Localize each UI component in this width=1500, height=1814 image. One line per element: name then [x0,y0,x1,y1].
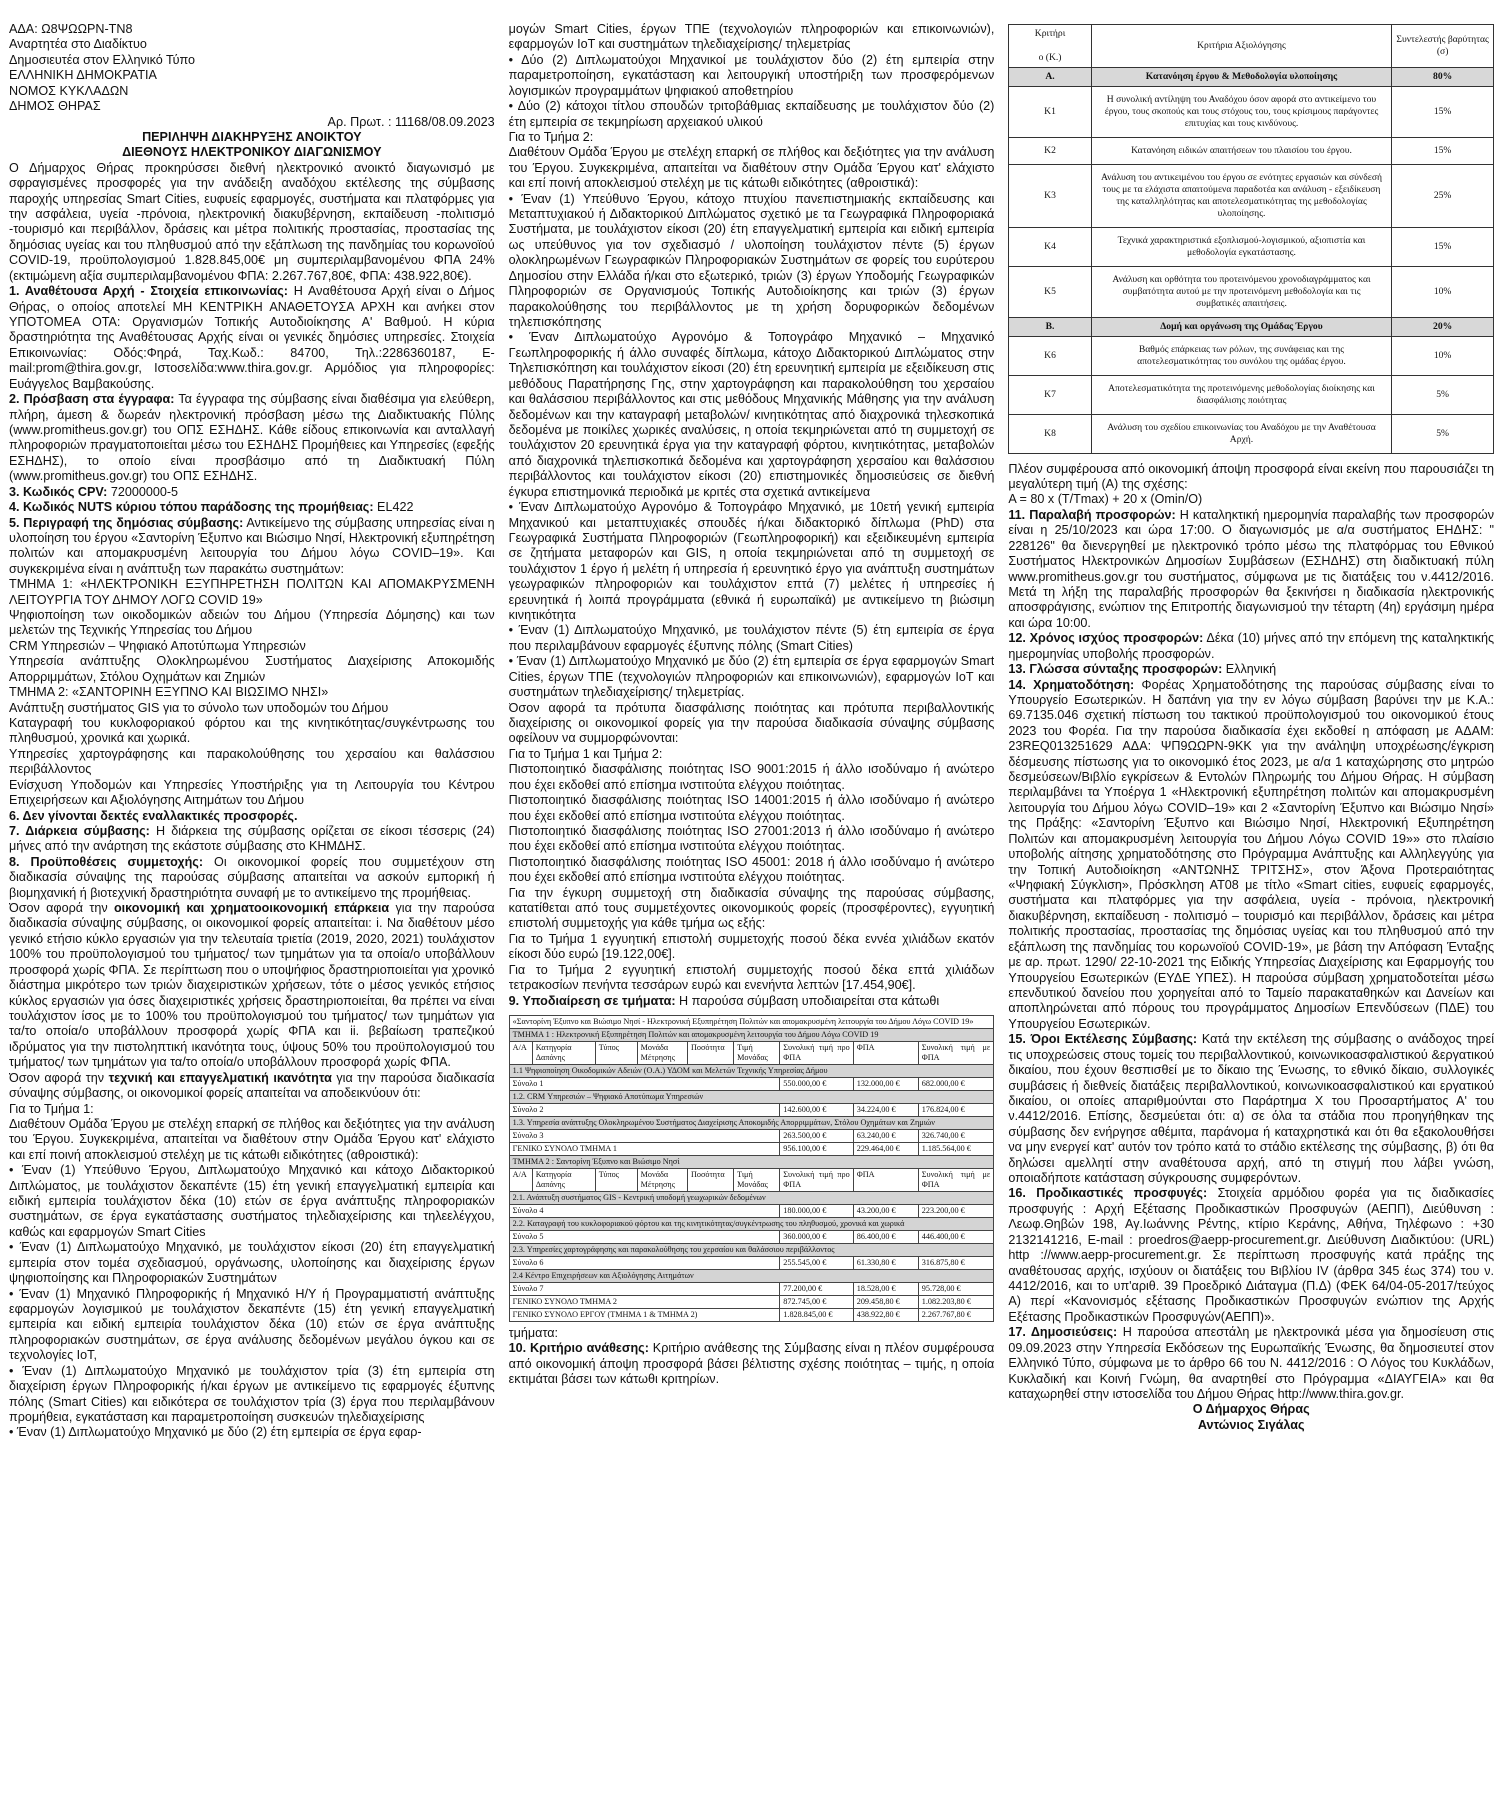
section-5-body: Αντικείμενο της σύμβασης υπηρεσίας είναι η υλοποίηση του έργου «Σαντορίνη Έξυπνο και Βιώσιμο Νησί, Ηλεκτρονική εξυπηρέτηση πολιτών και απομακρυσμένη λειτουργία του Δήμου λόγω COVID–19». Και συγκεκριμένα είναι η ανάπτυξη των παρακάτω συστημάτων: [9,515,495,576]
municipality-name: ΔΗΜΟΣ ΘΗΡΑΣ [9,99,101,114]
criteria-description: Ανάλυση του σχεδίου επικοινωνίας του Αναδόχου με την Αναθέτουσα Αρχή. [1091,414,1392,453]
signature-title: Ο Δήμαρχος Θήρας [1192,1402,1310,1417]
section-15 [1008,1032,1494,1186]
budget-header-unit: Μονάδα Μέτρησης [637,1169,687,1192]
budget-header-vat: ΦΠΑ [853,1042,918,1065]
criteria-weight: 5% [1392,414,1494,453]
criteria-description: Ανάλυση του αντικειμένου του έργου σε ενότητες εργασιών και σύνδεσή τους με τα ελάχιστα απαιτούμενα παραδοτέα και ανάλυση - εξειδίκευση της καταλληλότητας και αποτελεσματικότητας της μεθοδολογίας υλοποίησης. [1091,164,1392,227]
guarantee-intro: Για την έγκυρη συμμετοχή στη διαδικασία σύναψης της παρούσας σύμβασης, κατατίθεται από τους συμμετέχοντες οικονομικούς φορείς (προσφέροντες), εγγυητική επιστολή συμμετοχής για κάθε τμήμα ως εξής: [508,885,995,931]
criteria-description: Κατανόηση ειδικών απαιτήσεων του πλαισίου του έργου. [1091,137,1392,164]
quality-standards: Όσον αφορά τα πρότυπα διασφάλισης ποιότητας και πρότυπα περιβαλλοντικής διαχείρισης οι οικονομικοί φορείς για την παρούσα διαδικασία σύναψης σύμβασης οφείλουν να συμμορφώνονται: [508,700,995,746]
lot-2-bullet-2: • Έναν Διπλωματούχο Αγρονόμο & Τοπογράφο Μηχανικό – Μηχανικό Γεωπληροφορικής ή άλλο συναφές δίπλωμα, κάτοχο Διδακτορικού Διπλώματος στην Τηλεπισκόπηση και τουλάχιστον είκοσι (20) έτη ερευνητική εμπειρία με εξειδίκευση στις μεθόδους Παρατήρησης Γης, στην χαρτογράφηση και παρακολούθηση του χερσαίου και θαλάσσιου περιβάλλοντος και στις μεθόδους Μηχανικής Μάθησης για την ανάλυση δεδομένων και την καταγραφή μεταβολών/ κινητικότητας από διαχρονικά τηλεσκοπικά δεδομένα με ποικίλες χωρικές αναλύσεις, η οποία τεκμηριώνεται από τη συμμετοχή σε τουλάχιστον 20 ερευνητικά έργα για την καταγραφή φόρτου, κινητικότητας, μεταβολών από διαχρονικά τηλεπισκοπικά δεδομένα και χαρτογράφηση χερσαίου και θαλάσσιου περιβάλλοντος και τουλάχιστον είκοσι (20) επιστημονικές δημοσιεύσεις σε διεθνή έγκυρα επιστημονικά περιοδικά με κριτές στα σχετικά αντικείμενα [508,330,995,499]
budget-header-gross: Συνολική τιμή με ΦΠΑ [918,1042,994,1065]
criteria-code: Κ1 [1009,86,1091,137]
budget-header-quantity: Ποσότητα [687,1169,733,1192]
lots-label: τμήματα: [508,1326,559,1340]
iso-27001: Πιστοποιητικό διασφάλισης ποιότητας ISO 27001:2013 ή άλλο ισοδύναμο ή ανώτερο που έχει εκδοθεί από επίσημα ινστιτούτα ελέγχου ποιότητας. [508,823,995,854]
technical-bold: τεχνική και επαγγελματική ικανότητα [108,1070,332,1085]
criteria-weight: 20% [1392,317,1494,336]
budget-gross: 176.824,00 € [918,1104,994,1117]
criteria-code: Α. [1009,67,1091,86]
budget-row-label: Σύνολο 3 [509,1130,780,1143]
budget-subcategory: 2.2. Καταγραφή του κυκλοφοριακού φόρτου και της κινητικότητας/συγκέντρωσης του πληθυσμού, χρονικά και χωρικά [509,1218,994,1231]
criteria-table [1008,24,1494,454]
lot-1-bullet-1: • Έναν (1) Υπεύθυνο Έργου, Διπλωματούχο Μηχανικό και κάτοχο Διδακτορικού Διπλώματος, με τουλάχιστον δεκαπέντε (15) έτη γενική επαγγελματική εμπειρία και ειδική εμπειρία τουλάχιστον δέκα (10) ετών σε έργα ανάπτυξης πληροφοριακών συστημάτων, σε έργα εγκατάστασης συστήματος τηλεδιαχείρισης και τηλεελέγχου, καθώς και εφαρμογών Smart Cities [9,1163,495,1239]
budget-gross: 326.740,00 € [918,1130,994,1143]
budget-header-gross: Συνολική τιμή με ΦΠΑ [918,1169,994,1192]
column-1 [9,22,495,1814]
criteria-description: Βαθμός επάρκειας των ρόλων, της συνάφειας και της αποτελεσματικότητας του συνόλου της ομάδας έργου. [1091,336,1392,375]
section-13 [1008,662,1494,677]
budget-vat: 438.922,80 € [853,1309,918,1322]
budget-vat: 86.400,00 € [853,1231,918,1244]
lot-2-label: Για το Τμήμα 2: [508,129,594,144]
section-16 [1008,1186,1494,1325]
criteria-header-description: Κριτήρια Αξιολόγησης [1091,25,1392,68]
budget-gross: 1.082.203,80 € [918,1296,994,1309]
budget-header-unit: Μονάδα Μέτρησης [637,1042,687,1065]
section-5 [9,516,495,578]
criteria-description: Αποτελεσματικότητα της προτεινόμενης μεθοδολογίας διοίκησης και διασφάλισης ποιότητας [1091,375,1392,414]
table-row [1009,67,1494,86]
budget-gross: 1.185.564,00 € [918,1143,994,1156]
table-row [1009,137,1494,164]
iso-45001: Πιστοποιητικό διασφάλισης ποιότητας ISO 45001: 2018 ή άλλο ισοδύναμο ή ανώτερο που έχει εκδοθεί από επίσημα ινστιτούτα ελέγχου ποιότητας. [508,854,995,885]
section-4-heading: 4. Κωδικός NUTS κύριου τόπου παράδοσης της προμήθειας: [9,500,374,515]
lot-1-item-b: CRM Υπηρεσιών – Ψηφιακό Αποτύπωμα Υπηρεσιών [9,638,306,653]
lot-1-bullet-4: • Έναν (1) Διπλωματούχο Μηχανικό με τουλάχιστον τρία (3) έτη εμπειρία στη διαχείριση έργων Πληροφορικής ή/και έργων με αντικείμενο τις εφαρμογές έξυπνης πόλης (Smart Cities) και ειδικότερα σε τουλάχιστον τρία (3) έργα που περιλαμβάνουν προμήθεια, εγκατάσταση και παραμετροποίηση συσκευών τηλεδιαχείρισης [9,1363,495,1424]
lot-1-team: Διαθέτουν Ομάδα Έργου με στελέχη επαρκή σε πλήθος και δεξιότητες για την ανάλυση του Έργου. Συγκεκριμένα, απαιτείται να διαθέτουν στην Ομάδα Έργου κατ' ελάχιστο και επί ποινή αποκλεισμού στελέχη με τις κάτωθι ειδικότητες (αθροιστικά): [9,1116,495,1162]
budget-net: 255.545,00 € [780,1257,853,1270]
budget-header-unit-price: Τιμή Μονάδας [734,1169,780,1192]
section-7-heading: 7. Διάρκεια σύμβασης: [9,823,150,838]
criteria-header-code [1009,25,1091,68]
section-6-text: 6. Δεν γίνονται δεκτές εναλλακτικές προσφορές. [9,808,298,823]
section-7-body: Η διάρκεια της σύμβασης ορίζεται σε είκοσι τέσσερις (24) μήνες από την ανάρτηση της εκάστοτε σύμβασης στο ΚΗΜΔΗΣ. [9,823,495,854]
section-12 [1008,631,1494,662]
section-5-heading: 5. Περιγραφή της δημόσιας σύμβασης: [9,515,244,530]
table-row [509,1078,994,1091]
table-row [509,1257,994,1270]
posted-note: Αναρτητέα στο Διαδίκτυο [9,37,147,52]
section-10-heading: 10. Κριτήριο ανάθεσης: [508,1341,649,1356]
guarantee-lot-2: Για το Τμήμα 2 εγγυητική επιστολή συμμετοχής ποσού δέκα επτά χιλιάδων τετρακοσίων πενήντα τεσσάρων ευρώ και ενενήντα λεπτών [17.454,90€]. [508,962,995,993]
iso-9001: Πιστοποιητικό διασφάλισης ποιότητας ISO 9001:2015 ή άλλο ισοδύναμο ή ανώτερο που έχει εκδοθεί από επίσημα ινστιτούτα ελέγχου ποιότητας. [508,762,995,792]
budget-net: 872.745,00 € [780,1296,853,1309]
table-row [509,1309,994,1322]
budget-net: 142.600,00 € [780,1104,853,1117]
section-11-body: Η καταληκτική ημερομηνία παραλαβής των προσφορών είναι η 25/10/2023 και ώρα 17:00. Ο διαγωνισμός με α/α συστήματος ΕΗΔΗΣ: " 228126" θα διενεργηθεί με ηλεκτρονικό τρόπο μέσω της πλατφόρμας του Εθνικού Συστήματος Ηλεκτρονικών Δημοσίων Συμβάσεων (ΕΣΗΔΗΣ) στη διαδικτυακή πύλη www.promitheus.gov.gr του συστήματος, σύμφωνα με τις διατάξεις του ν.4412/2016. Μετά τη λήξη της παραλαβής προσφορών θα ξεκινήσει η διαδικασία ηλεκτρονικής αποσφράγισης, ενώπιον της Επιτροπής διαγωνισμού την τέταρτη (4η) εργάσιμη ημέρα και ώρα 10:00. [1008,507,1495,630]
budget-subcategory: 2.4 Κέντρο Επιχειρήσεων και Αξιολόγησης Αιτημάτων [509,1270,994,1283]
section-15-heading: 15. Όροι Εκτέλεσης Σύμβασης: [1008,1032,1198,1047]
table-row [1009,227,1494,266]
most-advantageous-note: Πλέον συμφέρουσα από οικονομική άποψη προσφορά είναι εκείνη που παρουσιάζει τη μεγαλύτερη τιμή (Α) της σχέσης: [1008,461,1495,492]
budget-vat: 34.224,00 € [853,1104,918,1117]
criteria-weight: 15% [1392,86,1494,137]
budget-lot-2-title: ΤΜΗΜΑ 2 : Σαντορίνη Έξυπνο και Βιώσιμο Νησί [509,1156,994,1169]
section-14-heading: 14. Χρηματοδότηση: [1008,677,1135,692]
section-8-heading: 8. Προϋποθέσεις συμμετοχής: [9,854,204,869]
table-row [1009,266,1494,317]
budget-header-vat: ΦΠΑ [853,1169,918,1192]
financial-pre: Όσον αφορά την [9,901,114,916]
budget-subcategory: 1.3. Υπηρεσία ανάπτυξης Ολοκληρωμένου Συστήματος Διαχείρισης Αποκομιδής Απορριμμάτων, Στόλου Οχημάτων και Ζημιών [509,1117,994,1130]
section-2-body: Τα έγγραφα της σύμβασης είναι διαθέσιμα για ελεύθερη, πλήρη, άμεση & δωρεάν ηλεκτρονική πρόσβαση μέσω της Διαδικτυακής Πύλης (www.promitheus.gov.gr) του ΟΠΣ ΕΣΗΔΗΣ. Κάθε είδους επικοινωνία και ανταλλαγή πληροφοριών πραγματοποιείται μέσω του ΕΣΗΔΗΣ Προμήθειες και Υπηρεσίες (εφεξής ΕΣΗΔΗΣ), το οποίο είναι προσβάσιμο από τη Διαδικτυακή Πύλη (www.promitheus.gov.gr) του ΟΠΣ ΕΣΗΔΗΣ. [9,392,495,484]
budget-row-label: Σύνολο 6 [509,1257,780,1270]
budget-net: 263.500,00 € [780,1130,853,1143]
budget-row-label: Σύνολο 5 [509,1231,780,1244]
section-2-heading: 2. Πρόσβαση στα έγγραφα: [9,392,175,407]
budget-total-label: ΓΕΝΙΚΟ ΣΥΝΟΛΟ ΤΜΗΜΑ 2 [509,1296,780,1309]
lot-2-bullet-4: • Έναν (1) Διπλωματούχο Μηχανικό, με τουλάχιστον πέντε (5) έτη εμπειρία σε έργα που περιλαμβάνουν εφαρμογές έξυπνης πόλης (Smart Cities) [508,623,995,653]
criteria-code: Β. [1009,317,1091,336]
section-2 [9,392,495,485]
criteria-weight: 15% [1392,137,1494,164]
budget-row-label: Σύνολο 2 [509,1104,780,1117]
prefecture-name: ΝΟΜΟΣ ΚΥΚΛΑΔΩΝ [9,83,129,98]
table-row [1009,375,1494,414]
section-14-body: Φορέας Χρηματοδότησης της παρούσας σύμβασης είναι το Υπουργείο Εσωτερικών. Η δαπάνη για την εν λόγω σύμβαση βαρύνει την με Κ.Α.: 69.7135.046 σχετική πίστωση του τακτικού προϋπολογισμού του οικονομικού έτους 2023 του Φορέα. Για την παρούσα διαδικασία έχει εκδοθεί η απόφαση με ΑΔΑΜ: 23REQ013251629 ΑΔΑ: ΨΠ9ΩΩΡΝ-9ΚΚ για την ανάληψη υποχρέωσης/έγκριση δέσμευσης πίστωσης για το οικονομικό έτος 2023, με α/α 1 καταχώρησης στο μητρώο δεσμεύσεων/Βιβλίο εγκρίσεων & Εντολών Πληρωμής του Δήμου Θήρας. Η σύμβαση περιλαμβάνει τα Υποέργα 1 «Ηλεκτρονική εξυπηρέτηση πολιτών και απομακρυσμένη λειτουργία του Δήμου λόγω COVID–19» και 2 «Σαντορίνη Έξυπνο και Βιώσιμο Νησί» της Πράξης: «Σαντορίνη Έξυπνο και Βιώσιμο Νησί, Ηλεκτρονική Εξυπηρέτηση Πολιτών και απομακρυσμένη λειτουργία του Δήμου Λόγω COVID 19»» στο πλαίσιο υποβολής αίτησης χρηματοδότησης στο Πρόγραμμα Ανάπτυξης και Αλληλεγγύης για την Τοπική Αυτοδιοίκηση «ΑΝΤΩΝΗΣ ΤΡΙΤΣΗΣ», στον Άξονα Προτεραιότητας «Ψηφιακή Σύγκλιση», Πρόσκληση ΑΤ08 με τίτλο «Smart cities, ευφυείς εφαρμογές, συστήματα και πλατφόρμες για την ασφάλεια, υγεία - πρόνοια, ηλεκτρονική διακυβέρνηση, εκπαίδευση - πολιτισμό – τουρισμό και περιβάλλον, δράσεις και μέτρα πολιτικής προστασίας, προστασίας της δημόσιας υγείας και του πληθυσμού από την εξάπλωση της πανδημίας του κορωνοϊού COVID-19», με βάση την Απόφαση Ένταξης με αρ. πρωτ. 1290/ 22-10-2021 της Ειδικής Υπηρεσίας Διαχείρισης και Εφαρμογής του Υπουργείου Εσωτερικών (ΕΥΔΕ ΥΠΕΣ). Η παρούσα σύμβαση χρηματοδοτείται μέσω επενδυτικού δανείου που χορηγείται από το Ταμείο παρακαταθηκών και Δανείων και αποπληρώνεται από πόρους του προγράμματος Δημοσίων Επενδύσεων (ΠΔΕ) του Υπουργείου Εσωτερικών. [1008,677,1495,1031]
financial-post: για την παρούσα διαδικασία σύναψης σύμβασης, οι οικονομικοί φορείς απαιτείται: i. Να διαθέτουν μέσο γενικό ετήσιο κύκλο εργασιών για την τελευταία τριετία (2019, 2020, 2021) τουλάχιστον 100% του προϋπολογισμού του τμήματος/ των τμημάτων για τα οποία/ο υποβάλλουν προσφορά χωρίς ΦΠΑ. Σε περίπτωση που ο υποψήφιος δραστηριοποιείται για χρονικό διάστημα μικρότερο των τριών διαχειριστικών χρήσεων, τότε ο μέσος γενικός ετήσιος κύκλος εργασιών για όσες διαχειριστικές χρήσεις δραστηριοποιείται, θα πρέπει να είναι τουλάχιστον ίσος με το 100% του προϋπολογισμού του τμήματος/ των τμημάτων για τα/το οποία/ο υποβάλλουν προσφορά χωρίς ΦΠΑ και ii. βεβαίωση τραπεζικού ιδρύματος για την πιστοληπτική ικανότητα τους, ύψους 50% του προϋπολογισμού του τμήματος/ των τμημάτων για τα/το οποία/ο υποβάλλουν προσφορά χωρίς ΦΠΑ. [9,901,495,1070]
budget-gross: 316.875,80 € [918,1257,994,1270]
criteria-code: Κ4 [1009,227,1091,266]
budget-vat: 43.200,00 € [853,1205,918,1218]
lot-2-item-a: Ανάπτυξη συστήματος GIS για το σύνολο των υποδομών του Δήμου [9,700,389,715]
guarantee-lot-1: Για το Τμήμα 1 εγγυητική επιστολή συμμετοχής ποσού δέκα εννέα χιλιάδων εκατόν είκοσι δύο ευρώ [19.122,00€]. [508,931,995,962]
protocol-number: Αρ. Πρωτ. : 11168/08.09.2023 [327,114,495,129]
section-16-body: Στοιχεία αρμόδιου φορέα για τις διαδικασίες προσφυγής : Αρχή Εξέτασης Προδικαστικών Προσφυγών (ΑΕΠΠ), Διεύθυνση : Λεωφ.Θηβών 198, Αγ.Ιωάννης Ρέντης, κτίριο Κεράνης, Αθήνα, Τηλέφωνο : +30 2132141216, E-mail : proedros@aepp-procurement.gr. Διεύθυνση Διαδικτύου: (URL) http ://www.aepp-procurement.gr. Σε περίπτωση προσφυγής κατά πράξης της αναθέτουσας αρχής, ισχύουν οι διατάξεις του Βιβλίου IV (άρθρα 345 έως 374) του ν. 4412/2016, και το υπ'αριθ. 39 Προεδρικό Διάταγμα (Π.Δ) (ΦΕΚ 64/04-05-2017/τεύχος Α) περί «Κανονισμός εξέτασης Προδικαστικών Προσφυγών ενώπιον της Αρχής Εξέτασης Προδικαστικών Προσφυγών(ΑΕΠΠ)». [1008,1186,1495,1324]
lot-1-title: ΤΜΗΜΑ 1: «ΗΛΕΚΤΡΟΝΙΚΗ ΕΞΥΠΗΡΕΤΗΣΗ ΠΟΛΙΤΩΝ ΚΑΙ ΑΠΟΜΑΚΡΥΣΜΕΝΗ ΛΕΙΤΟΥΡΓΙΑ ΤΟΥ ΔΗΜΟΥ ΛΟΓΩ COVID 19» [9,577,495,607]
criteria-weight: 25% [1392,164,1494,227]
section-3 [9,485,495,500]
budget-net: 360.000,00 € [780,1231,853,1244]
budget-header-unit-price: Τιμή Μονάδας [734,1042,780,1065]
section-13-heading: 13. Γλώσσα σύνταξης προσφορών: [1008,662,1223,677]
budget-subcategory: 2.3. Υπηρεσίες χαρτογράφησης και παρακολούθησης του χερσαίου και θαλάσσιου περιβάλλοντος [509,1244,994,1257]
section-8 [9,855,495,901]
criteria-header-weight: Συντελεστής βαρύτητας (σ) [1392,25,1494,68]
criteria-header-code-line-2: ο (Κ.) [1038,51,1062,63]
section-11 [1008,508,1494,631]
lot-2-team: Διαθέτουν Ομάδα Έργου με στελέχη επαρκή σε πλήθος και δεξιότητες για την ανάλυση του Έργου. Συγκεκριμένα, απαιτείται να διαθέτουν στην Ομάδα Έργου κατ' ελάχιστο και επί ποινή αποκλεισμού στελέχη με τις κάτωθι ειδικότητες (αθροιστικά): [508,145,995,191]
budget-header-category: Κατηγορία Δαπάνης [532,1169,595,1192]
criteria-header-code-line-1: Κριτήρι [1034,28,1066,39]
budget-grand-total-label: ΓΕΝΙΚΟ ΣΥΝΟΛΟ ΕΡΓΟΥ (ΤΜΗΜΑ 1 & ΤΜΗΜΑ 2) [509,1309,780,1322]
budget-net: 180.000,00 € [780,1205,853,1218]
intro-paragraph: Ο Δήμαρχος Θήρας προκηρύσσει διεθνή ηλεκτρονικό ανοικτό διαγωνισμό με σφραγισμένες προσφορές για την ανάδειξη αναδόχου εκτέλεσης της σύμβασης παροχής υπηρεσίας Smart Cities, ευφυείς εφαρμογές, συστήματα και πλατφόρμες για την ασφάλεια, υγεία -πρόνοια, ηλεκτρονική διακυβέρνηση, εκπαίδευση -πολιτισμό -τουρισμό και περιβάλλον, δράσεις και μέτρα πολιτικής προστασίας, προστασίας της δημόσιας υγείας και του πληθυσμού από την εξάπλωση της πανδημίας του κορωνοϊού COVID-19, προϋπολογισμού 1.828.845,00€ μη συμπεριλαμβανομένου ΦΠΑ 24% (εκτιμώμενη αξία συμπεριλαμβανομένου ΦΠΑ: 2.267.767,80€, ΦΠΑ: 438.922,80€). [9,160,495,283]
section-3-body: 72000000-5 [107,484,179,499]
section-17-body: Η παρούσα απεστάλη με ηλεκτρονικά μέσα για δημοσίευση στις 09.09.2023 στην Υπηρεσία Εκδόσεων της Ευρωπαϊκής Ένωσης, θα δημοσιευτεί στον Ελληνικό Τύπο, σύμφωνα με το άρθρο 66 του Ν. 4412/2016 : Ο Λόγος του Κυκλάδων, Κυκλαδική και Κοινή Γνώμη, θα αναρτηθεί στο Πρόγραμμα «ΔΙΑΥΓΕΙΑ» και θα καταχωρηθεί στην ιστοσελίδα του Δήμου Θήρας http://www.thira.gov.gr. [1008,1325,1495,1401]
country-name: ΕΛΛΗΝΙΚΗ ΔΗΜΟΚΡΑΤΙΑ [9,68,157,83]
criteria-weight: 15% [1392,227,1494,266]
section-17-heading: 17. Δημοσιεύσεις: [1008,1325,1118,1340]
budget-project-title: «Σαντορίνη Έξυπνο και Βιώσιμο Νησί - Ηλεκτρονική Εξυπηρέτηση Πολιτών και απομακρυσμένη λειτουργία του Δήμου Λόγω COVID 19» [509,1016,994,1029]
criteria-description: Ανάλυση και ορθότητα του προτεινόμενου χρονοδιαγράμματος και συμβατότητα αυτού με την προτεινόμενη μεθοδολογία και τις συμβατικές απαιτήσεις. [1091,266,1392,317]
lot-1-bullet-7: • Δύο (2) κάτοχοι τίτλου σπουδών τριτοβάθμιας εκπαίδευσης με τουλάχιστον δύο (2) έτη εμπειρία σε τεκμηρίωση αρχειακού υλικού [508,99,995,129]
criteria-code: Κ3 [1009,164,1091,227]
lot-1-label: Για το Τμήμα 1: [9,1101,94,1116]
section-10 [509,1341,995,1387]
table-row [509,1231,994,1244]
iso-14001: Πιστοποιητικό διασφάλισης ποιότητας ISO 14001:2015 ή άλλο ισοδύναμο ή ανώτερο που έχει εκδοθεί από επίσημα ινστιτούτα ελέγχου ποιότητας. [508,793,995,823]
published-note: Δημοσιευτέα στον Ελληνικό Τύπο [9,52,195,67]
budget-gross: 446.400,00 € [918,1231,994,1244]
section-10-body: Κριτήριο ανάθεσης της Σύμβασης είναι η πλέον συμφέρουσα από οικονομική άποψη προσφορά βάσει βέλτιστης σχέσης ποιότητας – τιμής, η οποία εκτιμάται βάσει των κάτωθι κριτηρίων. [508,1341,995,1387]
budget-net: 1.828.845,00 € [780,1309,853,1322]
budget-header-aa: Α/Α [509,1042,532,1065]
budget-vat: 63.240,00 € [853,1130,918,1143]
lot-1-bullet-2: • Έναν (1) Διπλωματούχο Μηχανικό, με τουλάχιστον είκοσι (20) έτη επαγγελματική εμπειρία στον τομέα σχεδιασμού, οργάνωσης, υλοποίησης και διαχείρισης έργων ψηφιοποίησης και Πληροφοριακών Συστημάτων [9,1240,495,1286]
budget-header-category: Κατηγορία Δαπάνης [532,1042,595,1065]
budget-net: 550.000,00 € [780,1078,853,1091]
signature-name: Αντώνιος Σιγάλας [1197,1417,1305,1432]
lot-2-bullet-3: • Έναν Διπλωματούχο Αγρονόμο & Τοπογράφο Μηχανικό, με 10ετή γενική εμπειρία Μηχανικού και μεταπτυχιακές σπουδές ή/και διδακτορικό δίπλωμα (PhD) στα Γεωγραφικά Συστήματα Πληροφοριών (Γεωπληροφορική) και εξειδικευμένη εμπειρία σε ζητήματα μεταφορών και GIS, η οποία τεκμηριώνεται από τη συμμετοχή σε τουλάχιστον 1 έργο ή μελέτη ή υπηρεσία ή ερευνητικό έργο για ανάπτυξη συστημάτων γεωγραφικών πληροφοριών και τουλάχιστον επτά (7) μελέτες ή υπηρεσίες ή ερευνητικά ή λοιπά προγράμματα (εθνικά ή ευρωπαϊκά) με αντικείμενο τη βιώσιμη κινητικότητα [508,500,995,623]
lot-2-item-d: Ενίσχυση Υποδομών και Υπηρεσίες Υποστήριξης για τη Λειτουργία του Κέντρου Επιχειρήσεων και Αξιολόγησης Αιτημάτων του Δήμου [9,777,495,808]
budget-vat: 229.464,00 € [853,1143,918,1156]
column-3 [1008,22,1494,1814]
table-row [509,1104,994,1117]
budget-header-aa: Α/Α [509,1169,532,1192]
budget-subcategory: 2.1. Ανάπτυξη συστήματος GIS - Κεντρική υποδομή γεωχωρικών δεδομένων [509,1192,994,1205]
table-row [1009,336,1494,375]
budget-gross: 2.267.767,80 € [918,1309,994,1322]
criteria-weight: 80% [1392,67,1494,86]
budget-net: 956.100,00 € [780,1143,853,1156]
criteria-weight: 10% [1392,266,1494,317]
criteria-code: Κ2 [1009,137,1091,164]
section-1-heading: 1. Αναθέτουσα Αρχή - Στοιχεία επικοινωνίας: [9,284,288,299]
table-row [1009,317,1494,336]
bullet-continuation: μογών Smart Cities, έργων ΤΠΕ (τεχνολογιών πληροφοριών και επικοινωνιών), εφαρμογών IoT και συστημάτων τηλεδιαχείρισης/ τηλεμετρίας [508,22,995,52]
financial-bold: οικονομική και χρηματοοικονομική επάρκεια [113,901,390,916]
scoring-formula: A = 80 x (T/Tmax) + 20 x (Omin/O) [1008,492,1203,507]
criteria-description: Η συνολική αντίληψη του Αναδόχου όσον αφορά στο αντικείμενο του έργου, τους σκοπούς και τους στόχους του, τους κρίσιμους παράγοντες επιτυχίας και τους κινδύνους. [1091,86,1392,137]
section-6 [9,809,495,824]
criteria-code: Κ6 [1009,336,1091,375]
table-row [509,1130,994,1143]
section-4 [9,500,495,515]
table-row [509,1296,994,1309]
budget-header-net: Συνολική τιμή προ ΦΠΑ [780,1169,853,1192]
section-12-heading: 12. Χρόνος ισχύος προσφορών: [1008,631,1204,646]
technical-pre: Όσον αφορά την [9,1070,109,1085]
criteria-weight: 10% [1392,336,1494,375]
section-14 [1008,678,1494,1033]
technical-capacity [9,1071,495,1102]
budget-total-label: ΓΕΝΙΚΟ ΣΥΝΟΛΟ ΤΜΗΜΑ 1 [509,1143,780,1156]
criteria-code: Κ5 [1009,266,1091,317]
table-row [509,1205,994,1218]
budget-header-net: Συνολική τιμή προ ΦΠΑ [780,1042,853,1065]
budget-subcategory: 1.1 Ψηφιοποίηση Οικοδομικών Αδειών (Ο.Α.) ΥΔΟΜ και Μελετών Τεχνικής Υπηρεσίας Δήμου [509,1065,994,1078]
section-1-body: Η Αναθέτουσα Αρχή είναι ο Δήμος Θήρας, ο οποίος αποτελεί ΜΗ ΚΕΝΤΡΙΚΗ ΑΝΑΘΕΤΟΥΣΑ ΑΡΧΗ και ανήκει στον ΥΠΟΤΟΜΕΑ ΟΤΑ: Οργανισμών Τοπικής Αυτοδιοίκησης Α' Βαθμού. Η κύρια δραστηριότητα της Αναθέτουσας Αρχής είναι οι γενικές δημόσιες υπηρεσίες. Στοιχεία Επικοινωνίας: Οδός:Φηρά, Ταχ.Κωδ.: 84700, Τηλ.:2286360187, E-mail:prom@thira.gov.gr, Ιστοσελίδα:www.thira.gov.gr. Αρμόδιος για πληροφορίες: Ευάγγελος Βαμβακούσης. [9,284,495,391]
section-16-heading: 16. Προδικαστικές προσφυγές: [1008,1186,1208,1201]
budget-gross: 223.200,00 € [918,1205,994,1218]
lots-1-2-label: Για το Τμήμα 1 και Τμήμα 2: [508,746,663,761]
lot-1-bullet-3: • Έναν (1) Μηχανικό Πληροφορικής ή Μηχανικό Η/Υ ή Προγραμματιστή ανάπτυξης εφαρμογών λογισμικού με τουλάχιστον δεκαπέντε (15) έτη γενική επαγγελματική εμπειρία και ειδική εμπειρία τουλάχιστον δέκα (10) ετών σε έργα ανάπτυξης πληροφοριακών συστημάτων, σε έργα ανάλυσης δεδομένων μεγάλου όγκου και σε τεχνολογίες IoT, [9,1286,495,1363]
section-9 [509,994,995,1009]
table-row [509,1143,994,1156]
lot-1-item-c: Υπηρεσία ανάπτυξης Ολοκληρωμένου Συστήματος Διαχείρισης Αποκομιδής Απορριμμάτων, Στόλου Οχημάτων και Ζημιών [9,654,495,684]
section-9-heading: 9. Υποδιαίρεση σε τμήματα: [508,993,676,1008]
budget-header-quantity: Ποσότητα [687,1042,733,1065]
budget-gross: 95.728,00 € [918,1283,994,1296]
table-row [1009,164,1494,227]
budget-vat: 18.528,00 € [853,1283,918,1296]
section-11-heading: 11. Παραλαβή προσφορών: [1008,507,1176,522]
lot-1-bullet-6: • Δύο (2) Διπλωματούχοι Μηχανικοί με τουλάχιστον δύο (2) έτη εμπειρία στην παραμετροποίηση, εγκατάσταση και λειτουργική υποστήριξη των προσφερόμενων λογισμικών προγραμμάτων ψηφιακού αποθετηρίου [508,52,995,98]
financial-capacity [9,901,495,1071]
section-7 [9,824,495,855]
budget-row-label: Σύνολο 7 [509,1283,780,1296]
criteria-code: Κ8 [1009,414,1091,453]
lot-2-item-c: Υπηρεσίες χαρτογράφησης και παρακολούθησης του χερσαίου και θαλάσσιου περιβάλλοντος [9,746,495,777]
budget-vat: 209.458,80 € [853,1296,918,1309]
section-4-body: EL422 [373,500,414,515]
criteria-description: Τεχνικά χαρακτηριστικά εξοπλισμού-λογισμικού, αξιοπιστία και μεθοδολογία εγκατάστασης. [1091,227,1392,266]
notice-title-line-2: ΔΙΕΘΝΟΥΣ ΗΛΕΚΤΡΟΝΙΚΟΥ ΔΙΑΓΩΝΙΣΜΟΥ [122,145,382,160]
section-1 [9,284,495,392]
section-12-body: Δέκα (10) μήνες από την επόμενη της καταληκτικής ημερομηνίας υποβολής προσφορών. [1008,631,1495,661]
criteria-code: Κ7 [1009,375,1091,414]
section-8-body: Οι οικονομικοί φορείς που συμμετέχουν στη διαδικασία σύναψης της παρούσας σύμβασης απαιτείται να ασκούν εμπορική ή βιομηχανική ή βιοτεχνική δραστηριότητα συναφή με το αντικείμενο της προμήθειας. [9,854,495,900]
section-9-body: Η παρούσα σύμβαση υποδιαιρείται στα κάτωθι [675,993,940,1008]
budget-header-type: Τύπος [595,1042,637,1065]
budget-vat: 132.000,00 € [853,1078,918,1091]
table-row [1009,86,1494,137]
section-17 [1008,1325,1494,1402]
technical-post: για την παρούσα διαδικασία σύναψης σύμβασης, οι οικονομικοί φορείς απαιτείται να αποδεικνύουν ότι: [9,1070,495,1101]
ada-code: ΑΔΑ: Ω8ΨΩΩΡΝ-ΤΝ8 [9,22,133,36]
lot-1-item-a: Ψηφιοποίηση των οικοδομικών αδειών του Δήμου (Υπηρεσία Δόμησης) και των μελετών της Τεχνικής Υπηρεσίας του Δήμου [9,608,495,638]
column-2 [509,22,995,1814]
budget-header-type: Τύπος [595,1169,637,1192]
budget-row-label: Σύνολο 1 [509,1078,780,1091]
budget-gross: 682.000,00 € [918,1078,994,1091]
budget-row-label: Σύνολο 4 [509,1205,780,1218]
lot-2-bullet-1: • Έναν (1) Υπεύθυνο Έργου, κάτοχο πτυχίου πανεπιστημιακής εκπαίδευσης και Μεταπτυχιακού ή Διδακτορικού Διπλώματος σχετικό με τα Γεωγραφικά Πληροφοριακά Συστήματα, με τουλάχιστον είκοσι (20) έτη επαγγελματική εμπειρία και ειδική εμπειρία ως υπεύθυνος για τον σχεδιασμό / υλοποίηση τουλάχιστον πέντε (5) έργων ολοκληρωμένων Γεωγραφικών Πληροφοριακών Συστημάτων σε φορείς του ευρύτερου Δημοσίου στην Ελλάδα ή/και στο εξωτερικό, τριών (3) έργων Υποδομής Γεωγραφικών Πληροφοριών σε Οργανισμούς Τοπικής Αυτοδιοίκησης και τριών (3) έργων παρακολούθησης του περιβάλλοντος με τη χρήση δορυφορικών δεδομένων τηλεπισκόπησης [508,191,995,330]
notice-title-line-1: ΠΕΡΙΛΗΨΗ ΔΙΑΚΗΡΥΞΗΣ ΑΝΟΙΚΤΟΥ [142,129,362,144]
table-row [1009,414,1494,453]
lot-2-item-b: Καταγραφή του κυκλοφοριακού φόρτου και της κινητικότητας/συγκέντρωσης του πληθυσμού, χρονικά και χωρικά. [9,715,495,746]
budget-subcategory: 1.2. CRM Υπηρεσιών – Ψηφιακό Αποτύπωμα Υπηρεσιών [509,1091,994,1104]
section-15-body: Κατά την εκτέλεση της σύμβασης ο ανάδοχος τηρεί τις υποχρεώσεις στους τομείς του περιβαλλοντικού, κοινωνικοασφαλιστικού &εργατικού δικαίου, που έχουν θεσπισθεί με το δίκαιο της Ένωσης, το εθνικό δίκαιο, συλλογικές συμβάσεις ή διεθνείς διατάξεις περιβαλλοντικού, κοινωνικοασφαλιστικού και εργατικού δικαίου, οι οποίες απαριθμούνται στο Παράρτημα Χ του Προσαρτήματος Α' του ν.4412/2016. Επίσης, δεσμεύεται ότι: α) σε όλα τα στάδια που προηγήθηκαν της σύμβασης δεν ενήργησε αθέμιτα, παράνομα ή καταχρηστικά και ότι θα εξακολουθήσει να μην ενεργεί κατ' αυτόν τον τρόπο κατά το στάδιο εκτέλεσης της σύμβασης, β) ότι θα δηλώσει αμελλητί στην αναθέτουσα αρχή, από τη στιγμή που λάβει γνώση, οποιαδήποτε κατάσταση σύγκρουσης συμφερόντων. [1008,1032,1495,1186]
budget-lot-1-title: ΤΜΗΜΑ 1 : Ηλεκτρονική Εξυπηρέτηση Πολιτών και απομακρυσμένη λειτουργία του Δήμου Λόγω COVID 19 [509,1029,994,1042]
budget-net: 77.200,00 € [780,1283,853,1296]
criteria-description: Κατανόηση έργου & Μεθοδολογία υλοποίησης [1091,67,1392,86]
criteria-description: Δομή και οργάνωση της Ομάδας Έργου [1091,317,1392,336]
budget-vat: 61.330,80 € [853,1257,918,1270]
lot-1-bullet-5: • Έναν (1) Διπλωματούχο Μηχανικό με δύο (2) έτη εμπειρία σε έργα εφαρ- [9,1425,422,1440]
table-row [509,1283,994,1296]
lot-2-title: ΤΜΗΜΑ 2: «ΣΑΝΤΟΡΙΝΗ ΕΞΥΠΝΟ ΚΑΙ ΒΙΩΣΙΜΟ ΝΗΣΙ» [9,685,329,700]
criteria-weight: 5% [1392,375,1494,414]
section-13-body: Ελληνική [1222,662,1277,677]
section-3-heading: 3. Κωδικός CPV: [9,484,108,499]
budget-table [509,1015,995,1322]
lot-2-bullet-5: • Έναν (1) Διπλωματούχο Μηχανικό με δύο (2) έτη εμπειρία σε έργα εφαρμογών Smart Cities, έργων ΤΠΕ (τεχνολογιών πληροφοριών και επικοινωνιών), εφαρμογών IoT και συστημάτων τηλεδιαχείρισης/ τηλεμετρίας. [508,654,995,700]
